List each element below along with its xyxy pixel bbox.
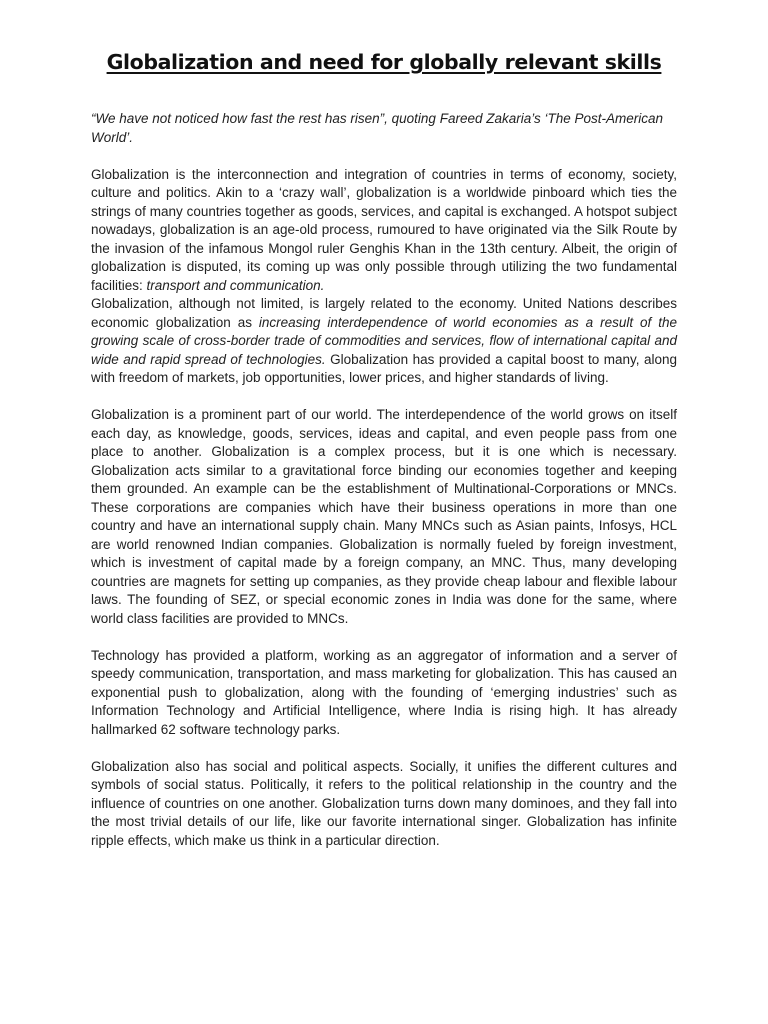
paragraph-economy: [91, 295, 677, 388]
paragraph-technology: Technology has provided a platform, working as an aggregator of information and a server of speedy communication, transportation, and mass marketing for globalization. This has caused an exponential push to globalization, along with the founding of ‘emerging industries’ such as Information Technology and Artificial Intelligence, where India is rising high. It has already hallmarked 62 software technology parks.: [91, 647, 677, 737]
page-title: Globalization and need for globally relevant skills: [106, 50, 662, 74]
paragraph-definition-text: Globalization is the interconnection and integration of countries in terms of economy, society, culture and politics. Akin to a ‘crazy wall’, globalization is a worldwide pinboard which ties the strings of many countries together as goods, services, and capital is exchanged. A hotspot subject nowadays, globalization is an age-old process, rumoured to have originated via the Silk Route by the invasion of the infamous Mongol ruler Genghis Khan in the 13th century. Albeit, the origin of globalization is disputed, its coming up was only possible through utilizing the two fundamental facilities:: [91, 166, 677, 293]
paragraph-definition: [91, 166, 677, 296]
document-body: [91, 110, 677, 850]
paragraph-mncs: Globalization is a prominent part of our world. The interdependence of the world grows on itself each day, as knowledge, goods, services, ideas and capital, and even people pass from one place to another. Globalization is a complex process, but it is one which is necessary. Globalization acts similar to a gravitational force binding our economies together and keeping them grounded. An example can be the establishment of Multinational-Corporations or MNCs. These corporations are companies which have their business operations in more than one country and have an international supply chain. Many MNCs such as Asian paints, Infosys, HCL are world renowned Indian companies. Globalization is normally fueled by foreign investment, which is investment of capital made by a foreign company, an MNC. Thus, many developing countries are magnets for setting up companies, as they provide cheap labour and flexible labour laws. The founding of SEZ, or special economic zones in India was done for the same, where world class facilities are provided to MNCs.: [91, 407, 677, 626]
paragraph-social-political: Globalization also has social and political aspects. Socially, it unifies the different cultures and symbols of social status. Politically, it refers to the political relationship in the country and the influence of countries on one another. Globalization turns down many dominoes, and they fall into the most trivial details of our life, like our favorite international singer. Globalization has infinite ripple effects, which make us think in a particular direction.: [91, 758, 677, 848]
paragraph-economy-text-after: Globalization has provided a capital boost to many, along with freedom of markets, job opportunities, lower prices, and higher standards of living.: [91, 351, 677, 385]
opening-quote-text: “We have not noticed how fast the rest has risen”, quoting Fareed Zakaria’s ‘The Post-American World’.: [91, 111, 664, 145]
paragraph-definition-emphasis: transport and communication.: [146, 277, 325, 293]
paragraph-economy-emphasis: increasing interdependence of world economies as a result of the growing scale of cross-border trade of commodities and services, flow of international capital and wide and rapid spread of technologies.: [91, 314, 678, 367]
paragraph-economy-text-before: Globalization, although not limited, is largely related to the economy. United Nations describes economic globalization as: [91, 296, 677, 330]
opening-quote: [91, 110, 677, 147]
